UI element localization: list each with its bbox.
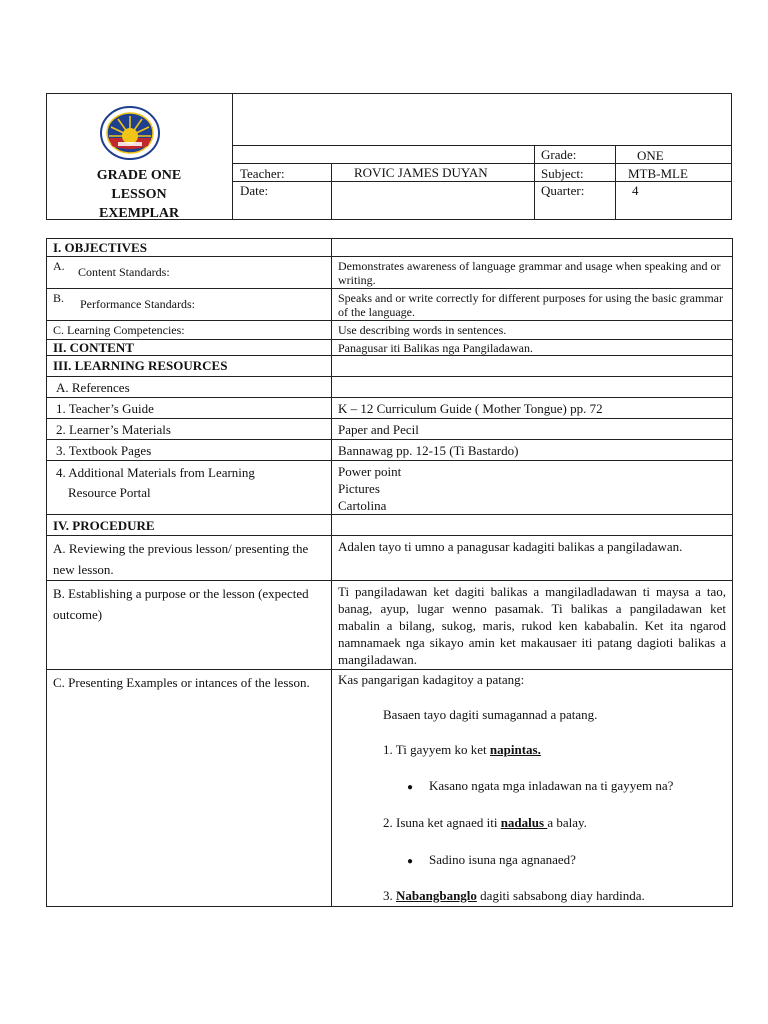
subject-value: MTB-MLE xyxy=(628,166,688,181)
procedure-a-label: A. Reviewing the previous lesson/ presenting the new lesson. xyxy=(47,536,332,581)
performance-standards-cell xyxy=(47,289,332,321)
grade-label: Grade: xyxy=(541,147,577,162)
content-standards-cell xyxy=(47,257,332,289)
procedure-a-value: Adalen tayo ti umno a panagusar kadagiti balikas a pangiladawan. xyxy=(332,536,733,581)
date-label: Date: xyxy=(240,183,269,198)
table-row xyxy=(47,419,733,440)
textbook-pages-value: Bannawag pp. 12-15 (Ti Bastardo) xyxy=(332,440,733,461)
lesson-title xyxy=(46,166,232,223)
table-row xyxy=(47,289,733,321)
teacher-name: ROVIC JAMES DUYAN xyxy=(354,165,488,180)
additional-materials-list xyxy=(332,461,733,515)
objectives-heading: I. OBJECTIVES xyxy=(47,239,332,257)
table-cell xyxy=(332,515,733,536)
table-row xyxy=(47,515,733,536)
performance-standards-label: Performance Standards: xyxy=(80,297,195,311)
references-label: A. References xyxy=(47,377,332,398)
grade-value: ONE xyxy=(637,148,664,163)
table-row xyxy=(47,581,733,670)
performance-standards-value: Speaks and or write correctly for different purposes for using the basic grammar of the language. xyxy=(332,289,733,321)
title-line: LESSON xyxy=(111,187,167,202)
quarter-value: 4 xyxy=(632,183,639,198)
describing-word: nadalus xyxy=(500,815,548,830)
ched-seal-logo xyxy=(100,106,160,160)
example-question-2 xyxy=(407,851,576,870)
content-heading: II. CONTENT xyxy=(47,340,332,356)
procedure-b-value: Ti pangiladawan ket dagiti balikas a mangiladladawan ti maysa a tao, banag, ayup, lugar wenno pasamak. Ti balikas a pangiladawan ket mabalin a bilang, sukog, maris, rukod ken kababalin. Ket ita ngarod namnamaek nga sikayo amin ket makausaer iti patang dagioti balikas a mangiladawan. xyxy=(332,581,733,670)
additional-materials-line: 4. Additional Materials from Learning xyxy=(56,465,255,480)
additional-materials-label xyxy=(47,461,332,515)
table-row xyxy=(47,257,733,289)
table-row xyxy=(47,398,733,419)
procedure-heading: IV. PROCEDURE xyxy=(47,515,332,536)
list-item: Pictures xyxy=(338,481,380,496)
list-item: Cartolina xyxy=(338,498,387,513)
header-row-line xyxy=(232,145,732,146)
question-text: Kasano ngata mga inladawan na ti gayyem na? xyxy=(429,778,674,793)
procedure-b-label: B. Establishing a purpose or the lesson (expected outcome) xyxy=(47,581,332,670)
sentence-text: 3. xyxy=(383,888,396,903)
sentence-text: 1. Ti gayyem ko ket xyxy=(383,742,490,757)
item-letter: A. xyxy=(53,259,65,273)
table-row xyxy=(47,340,733,356)
table-row xyxy=(47,670,733,907)
sentence-text: a balay. xyxy=(547,815,587,830)
bullet-icon: ● xyxy=(407,856,414,867)
procedure-c-value xyxy=(332,670,733,907)
table-row xyxy=(47,377,733,398)
table-row xyxy=(47,461,733,515)
textbook-pages-label: 3. Textbook Pages xyxy=(47,440,332,461)
examples-intro: Kas pangarigan kadagitoy a patang: xyxy=(338,672,525,687)
list-item: Power point xyxy=(338,464,402,479)
describing-word: napintas. xyxy=(489,742,541,757)
additional-materials-line: Resource Portal xyxy=(68,485,151,500)
bullet-icon: ● xyxy=(407,782,414,793)
header-divider xyxy=(232,93,233,220)
example-question-1 xyxy=(407,777,673,796)
item-letter: B. xyxy=(53,291,65,305)
learning-competencies-value: Use describing words in sentences. xyxy=(332,321,733,340)
teachers-guide-label: 1. Teacher’s Guide xyxy=(47,398,332,419)
header-col-line xyxy=(615,145,616,220)
title-line: EXEMPLAR xyxy=(98,206,180,221)
procedure-c-label: C. Presenting Examples or intances of the lesson. xyxy=(47,670,332,907)
sentence-text: dagiti sabsabong diay hardinda. xyxy=(476,888,645,903)
table-row xyxy=(47,239,733,257)
table-cell xyxy=(332,356,733,377)
content-standards-label: Content Standards: xyxy=(78,265,170,279)
table-row xyxy=(47,440,733,461)
table-cell xyxy=(332,239,733,257)
learners-materials-label: 2. Learner’s Materials xyxy=(47,419,332,440)
example-sentence-1 xyxy=(383,741,541,758)
table-row xyxy=(47,321,733,340)
lesson-plan-table xyxy=(46,238,733,907)
example-sentence-3 xyxy=(383,887,645,904)
quarter-label: Quarter: xyxy=(541,183,585,198)
header-col-line xyxy=(331,163,332,220)
content-standards-value: Demonstrates awareness of language grammar and usage when speaking and or writing. xyxy=(332,257,733,289)
header-col-line xyxy=(534,145,535,220)
describing-word: Nabangbanglo xyxy=(396,888,477,903)
subject-label: Subject: xyxy=(541,166,584,181)
question-text: Sadino isuna nga agnanaed? xyxy=(429,852,576,867)
table-row xyxy=(47,356,733,377)
content-value: Panagusar iti Balikas nga Pangiladawan. xyxy=(332,340,733,356)
table-row xyxy=(47,536,733,581)
learners-materials-value: Paper and Pecil xyxy=(332,419,733,440)
title-line: GRADE ONE xyxy=(96,168,182,183)
learning-resources-heading: III. LEARNING RESOURCES xyxy=(47,356,332,377)
learning-competencies-label: C. Learning Competencies: xyxy=(47,321,332,340)
sentence-text: 2. Isuna ket agnaed iti xyxy=(383,815,501,830)
teachers-guide-value: K – 12 Curriculum Guide ( Mother Tongue) pp. 72 xyxy=(332,398,733,419)
teacher-label: Teacher: xyxy=(240,166,285,181)
example-sentence-2 xyxy=(383,814,587,831)
table-cell xyxy=(332,377,733,398)
examples-instruction: Basaen tayo dagiti sumagannad a patang. xyxy=(383,707,598,722)
